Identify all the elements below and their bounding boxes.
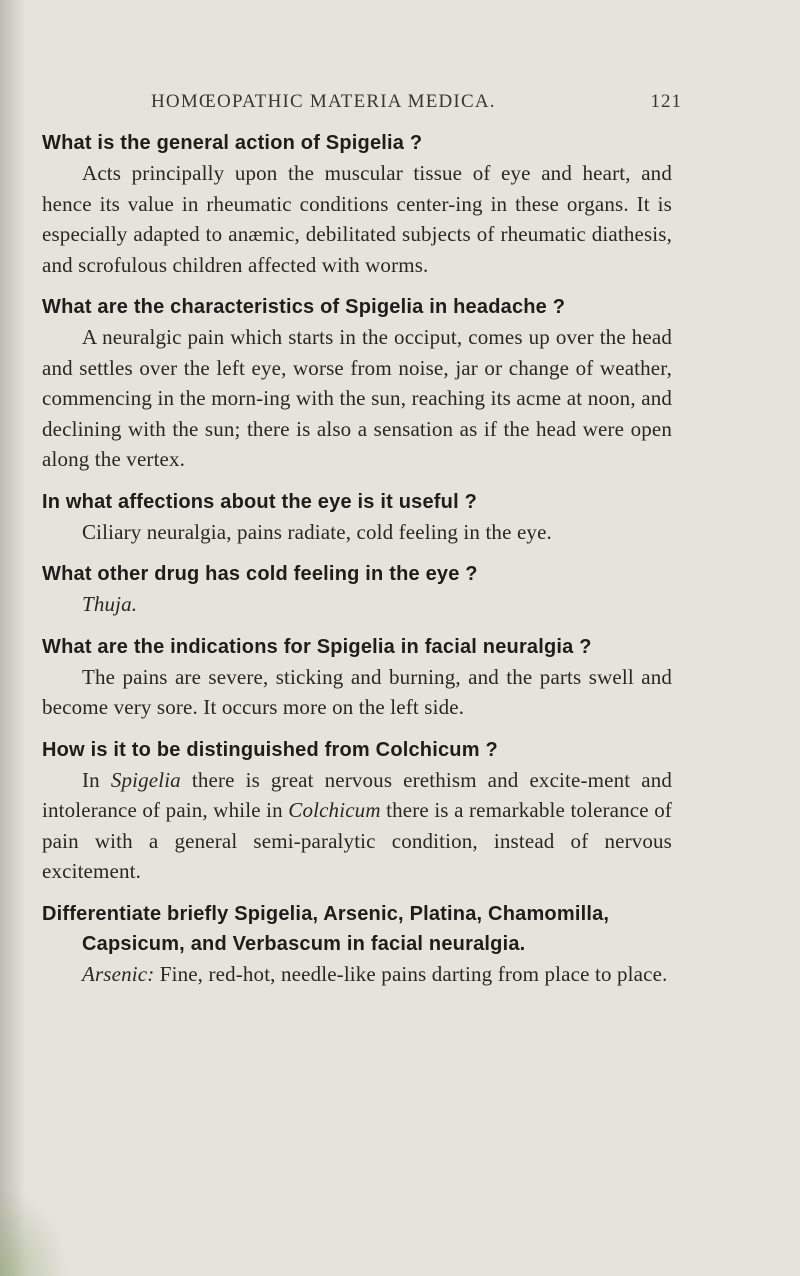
answer-text: there is great nervous erethism and excite-ment and intolerance of pain, while in <box>42 767 672 822</box>
page-edge-shadow <box>0 0 26 1276</box>
question-heading: What is the general action of Spigelia ? <box>42 132 423 154</box>
answer-paragraph: A neuralgic pain which starts in the occiput, comes up over the head and settles over the left eye, worse from noise, jar or change of weather, commencing in the morn-ing with the sun, reaching its acme at noon, and declining with the sun; there is also a sensation as if the head were open along the vertex. <box>42 325 672 471</box>
page-stain <box>0 1186 70 1276</box>
answer-text: there is a remarkable tolerance of pain with a general semi-paralytic condition, instead of nervous excitement. <box>42 798 673 883</box>
drug-name-italic: Spigelia <box>110 767 181 792</box>
answer-paragraph <box>42 589 672 620</box>
answer-paragraph <box>42 765 672 887</box>
running-header-title: HOMŒOPATHIC MATERIA MEDICA. <box>151 91 496 112</box>
answer-text: Fine, red-hot, needle-like pains darting from place to place. <box>159 961 668 986</box>
answer-text: In <box>82 767 100 792</box>
question-heading: What are the indications for Spigelia in facial neuralgia ? <box>42 635 592 658</box>
answer-paragraph: The pains are severe, sticking and burning, and the parts swell and become very sore. It occurs more on the left side. <box>42 664 672 719</box>
question-heading: What other drug has cold feeling in the eye ? <box>42 563 478 585</box>
question-heading: How is it to be distinguished from Colchicum ? <box>42 738 498 761</box>
drug-name-italic: Colchicum <box>288 798 381 822</box>
question-heading: What are the characteristics of Spigelia in headache ? <box>42 296 566 318</box>
question-heading: Differentiate briefly Spigelia, Arsenic, Platina, Chamomilla, Capsicum, and Verbascum in facial neuralgia. <box>42 902 610 955</box>
page-body <box>42 128 672 989</box>
drug-name-italic: Arsenic: <box>82 961 155 986</box>
drug-name-italic: Thuja. <box>82 592 138 616</box>
page-number: 121 <box>650 91 682 112</box>
answer-paragraph: Acts principally upon the muscular tissue of eye and heart, and hence its value in rheumatic conditions center-ing in these organs. It is especially adapted to anæmic, debilitated subjects of rheumatic diathesis, and scrofulous children affected with worms. <box>42 161 672 277</box>
answer-paragraph <box>42 959 672 990</box>
question-heading: In what affections about the eye is it useful ? <box>42 490 478 513</box>
answer-paragraph: Ciliary neuralgia, pains radiate, cold feeling in the eye. <box>82 519 552 544</box>
running-header <box>151 91 680 113</box>
